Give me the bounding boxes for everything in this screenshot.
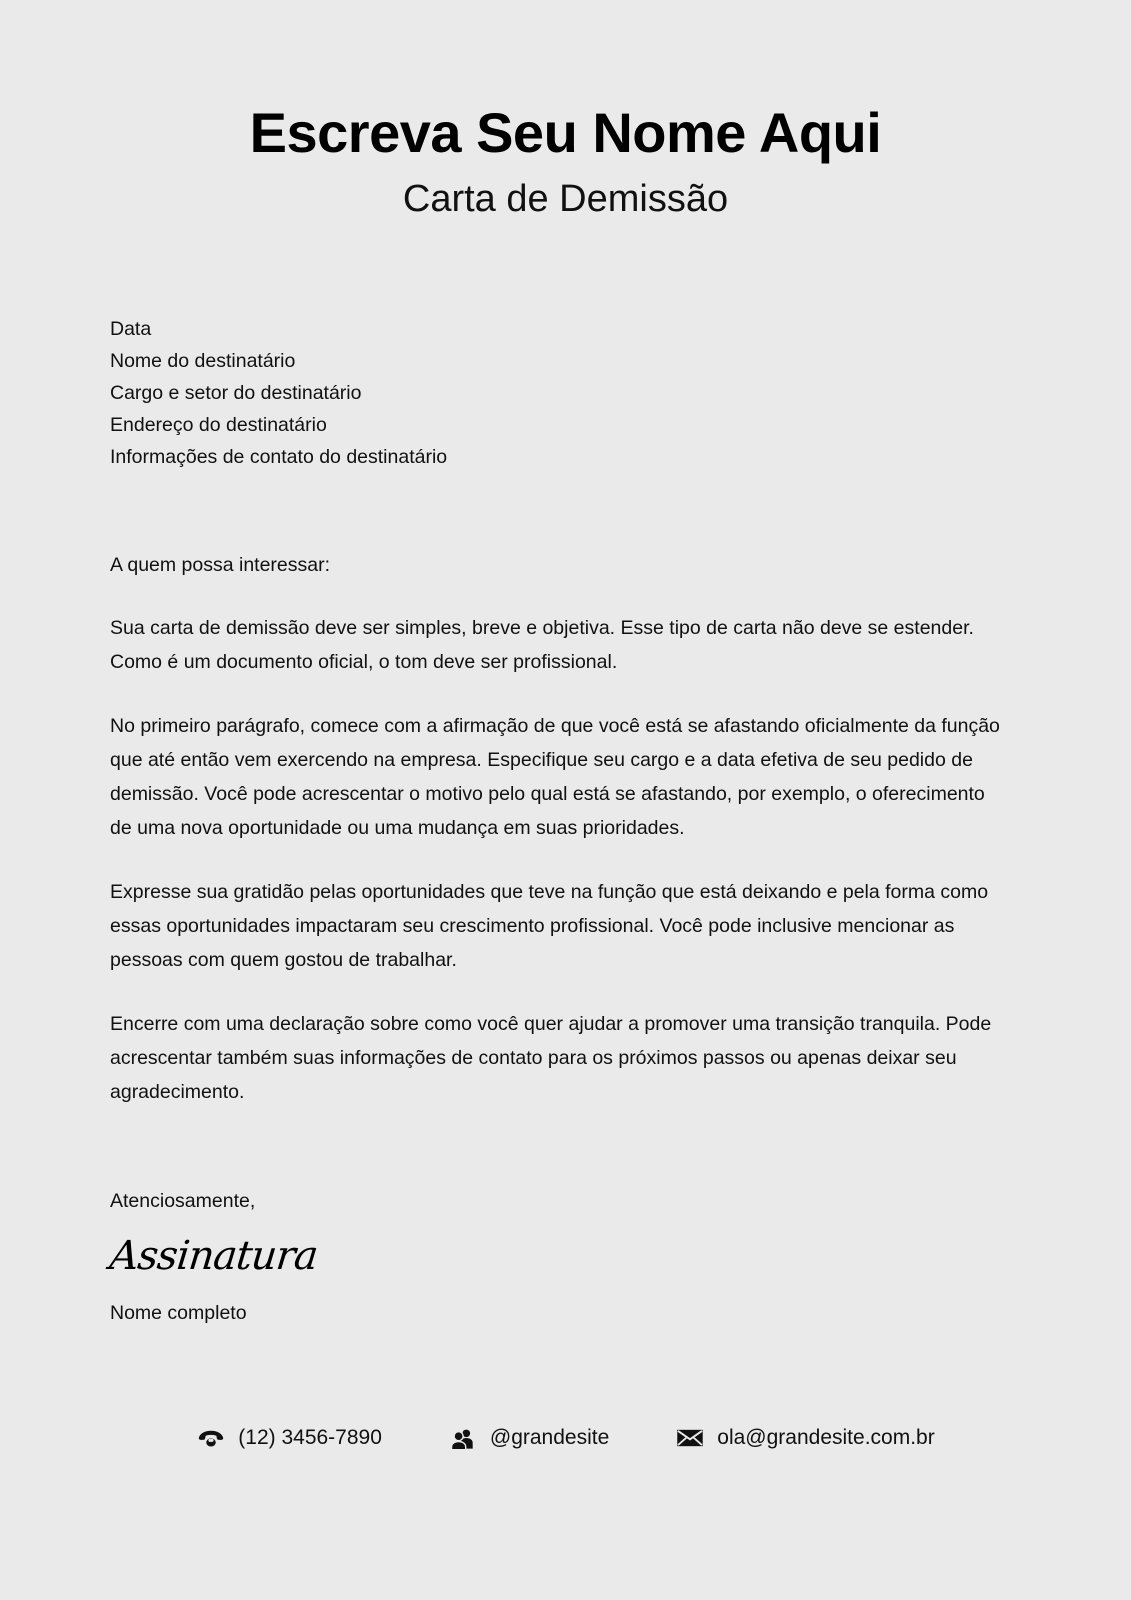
- contact-social-text: @grandesite: [489, 1426, 610, 1449]
- body-paragraph-1: Sua carta de demissão deve ser simples, breve e objetiva. Esse tipo de carta não deve se estender. Como é um documento oficial, o tom deve ser profissional.: [110, 617, 974, 673]
- closing-salutation: Atenciosamente,: [110, 1190, 256, 1212]
- body-paragraph-4: Encerre com uma declaração sobre como você quer ajudar a promover uma transição tranquila. Pode acrescentar também suas informações de contato para os próximos passos ou apenas deixar seu agradecimento.: [110, 1013, 992, 1103]
- contact-footer: [0, 1424, 1131, 1452]
- document-subtitle: Carta de Demissão: [402, 177, 729, 220]
- contact-phone: [196, 1424, 382, 1452]
- signature-script: Assinatura: [107, 1233, 320, 1279]
- recipient-block: [110, 313, 1002, 473]
- salutation: A quem possa interessar:: [110, 554, 331, 576]
- letter-body: [107, 313, 1002, 1329]
- page-title: Escreva Seu Nome Aqui: [249, 101, 882, 164]
- users-icon: [448, 1425, 478, 1451]
- body-paragraph-3: Expresse sua gratidão pelas oportunidades que teve na função que está deixando e pela forma como essas oportunidades impactaram seu crescimento profissional. Você pode inclusive mencionar as pessoas com quem gostou de trabalhar.: [110, 881, 989, 971]
- letterhead-header: [0, 0, 1131, 221]
- recipient-line-name: Nome do destinatário: [110, 350, 296, 372]
- recipient-line-role: Cargo e setor do destinatário: [110, 382, 362, 404]
- contact-email-text: ola@grandesite.com.br: [717, 1426, 935, 1449]
- body-paragraph-2: No primeiro parágrafo, comece com a afirmação de que você está se afastando oficialmente da função que até então vem exercendo na empresa. Especifique seu cargo e a data efetiva de seu pedido de demissão. Você pode acrescentar o motivo pelo qual está se afastando, por exemplo, o oferecimento de uma nova oportunidade ou uma mudança em suas prioridades.: [110, 715, 1000, 839]
- recipient-line-contact: Informações de contato do destinatário: [110, 446, 448, 468]
- signer-name: Nome completo: [110, 1302, 247, 1324]
- contact-social: [448, 1424, 609, 1452]
- recipient-line-address: Endereço do destinatário: [110, 414, 327, 436]
- contact-phone-text: (12) 3456-7890: [238, 1426, 382, 1449]
- telephone-icon: [196, 1425, 226, 1451]
- envelope-icon: [675, 1425, 705, 1451]
- contact-email: [675, 1424, 934, 1452]
- recipient-line-date: Data: [110, 318, 152, 340]
